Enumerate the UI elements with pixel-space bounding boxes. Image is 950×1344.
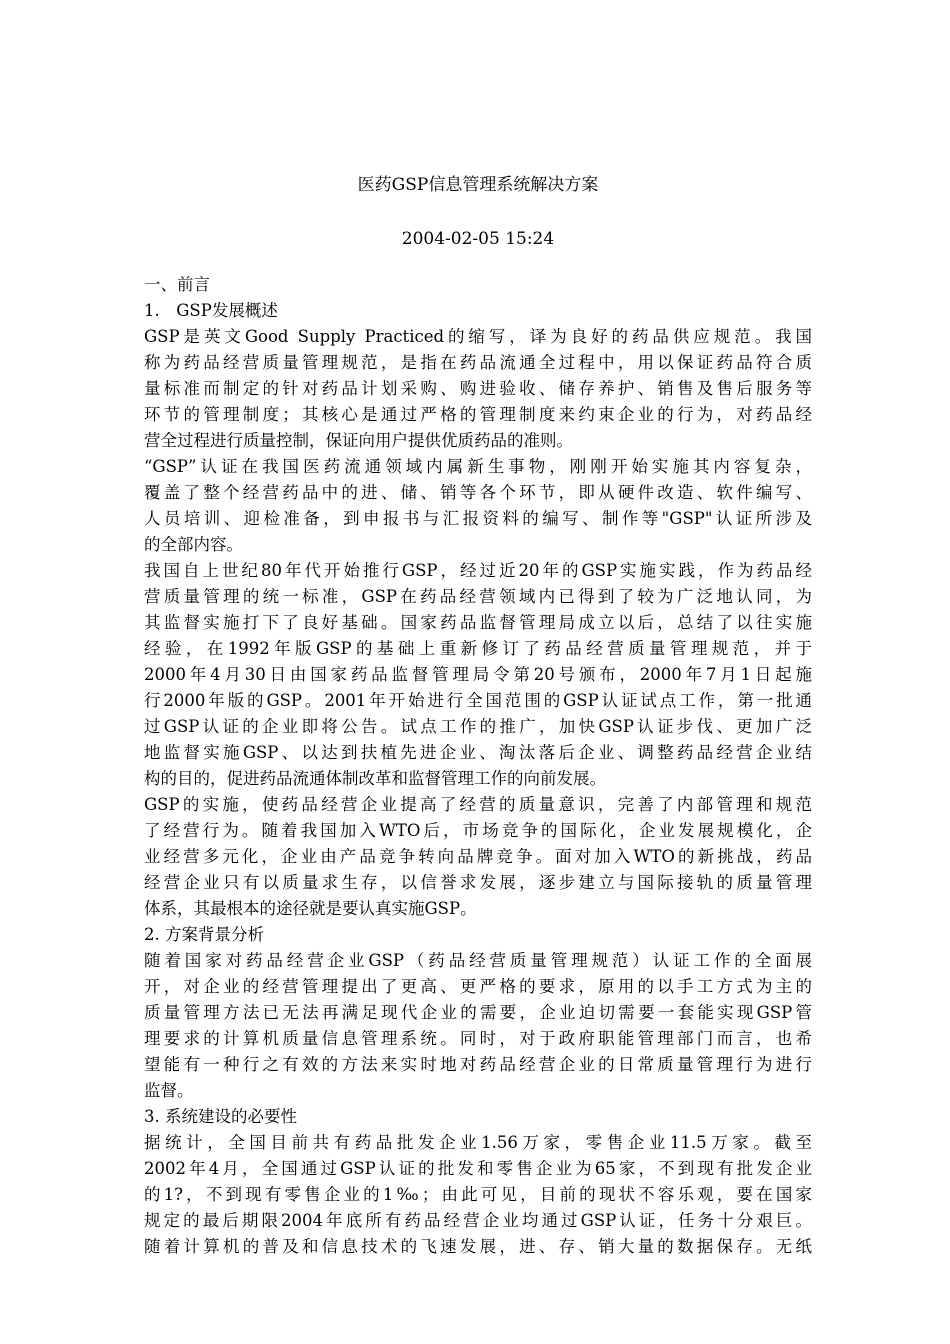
body-text-line: 开，对企业的经营管理提出了更高、更严格的要求，原用的以手工方式为主的 [144,977,812,996]
body-text-line: 质量管理方法已无法再满足现代企业的需要，企业迫切需要一套能实现GSP管 [144,1003,812,1022]
body-text-line: 的全部内容。 [144,535,243,554]
body-text-line: 据统计，全国目前共有药品批发企业1.56万家，零售企业11.5万家。截至 [144,1133,812,1152]
body-text-line: 望能有一种行之有效的方法来实时地对药品经营企业的日常质量管理行为进行 [144,1055,812,1074]
section-heading-line: 3. 系统建设的必要性 [144,1107,297,1126]
document-body [144,272,812,1260]
body-text-line: 过GSP认证的企业即将公告。试点工作的推广，加快GSP认证步伐、更加广泛 [144,717,812,736]
body-text-line: 营质量管理的统一标准，GSP在药品经营领域内已得到了较为广泛地认同，为 [144,587,812,606]
body-text-line: 理要求的计算机质量信息管理系统。同时，对于政府职能管理部门而言，也希 [144,1029,812,1048]
body-text-line: 称为药品经营质量管理规范，是指在药品流通全过程中，用以保证药品符合质 [144,353,812,372]
section-heading-line: 一、前言 [144,275,210,294]
body-text-line: 业经营多元化，企业由产品竞争转向品牌竞争。面对加入WTO的新挑战，药品 [144,847,812,866]
body-text-line: 随着计算机的普及和信息技术的飞速发展，进、存、销大量的数据保存。无纸 [144,1237,812,1256]
body-text-line: 营全过程进行质量控制，保证向用户提供优质药品的准则。 [144,431,573,450]
body-text-line: GSP是英文Good Supply Practiced的缩写，译为良好的药品供应规范。我国 [144,327,812,346]
document-date: 2004-02-05 15:24 [401,229,555,249]
body-text-line: 其监督实施打下了良好基础。国家药品监督管理局成立以后，总结了以往实施 [144,613,812,632]
body-text-line: 经验，在1992年版GSP的基础上重新修订了药品经营质量管理规范，并于 [144,639,812,658]
body-text-line: 规定的最后期限2004年底所有药品经营企业均通过GSP认证，任务十分艰巨。 [144,1211,812,1230]
body-text-line: 2000年4月30日由国家药品监督管理局令第20号颁布，2000年7月1日起施 [144,665,812,684]
body-text-line: 构的目的，促进药品流通体制改革和监督管理工作的向前发展。 [144,769,606,788]
body-text-line: 地监督实施GSP、以达到扶植先进企业、淘汰落后企业、调整药品经营企业结 [144,743,812,762]
body-text-line: 监督。 [144,1081,194,1100]
body-text-line: 的1?，不到现有零售企业的1‰；由此可见，目前的现状不容乐观，要在国家 [144,1185,812,1204]
body-text-line: 环节的管理制度；其核心是通过严格的管理制度来约束企业的行为，对药品经 [144,405,812,424]
body-text-line: GSP的实施，使药品经营企业提高了经营的质量意识，完善了内部管理和规范 [144,795,812,814]
body-text-line: 人员培训、迎检准备，到申报书与汇报资料的编写、制作等"GSP"认证所涉及 [144,509,812,528]
body-text-line: 经营企业只有以质量求生存，以信誉求发展，逐步建立与国际接轨的质量管理 [144,873,812,892]
body-text-line: 量标准而制定的针对药品计划采购、购进验收、储存养护、销售及售后服务等 [144,379,812,398]
document-title: 医药GSP信息管理系统解决方案 [357,175,599,195]
body-text-line: “GSP”认证在我国医药流通领域内属新生事物，刚刚开始实施其内容复杂， [144,457,812,476]
body-text-line: 体系，其最根本的途径就是要认真实施GSP。 [144,899,477,918]
body-text-line: 2002年4月，全国通过GSP认证的批发和零售企业为65家，不到现有批发企业 [144,1159,812,1178]
body-text-line: 行2000年版的GSP。2001年开始进行全国范围的GSP认证试点工作，第一批通 [144,691,812,710]
body-text-line: 我国自上世纪80年代开始推行GSP，经过近20年的GSP实施实践，作为药品经 [144,561,812,580]
body-text-line: 覆盖了整个经营药品中的进、储、销等各个环节，即从硬件改造、软件编写、 [144,483,812,502]
section-heading-line: 2. 方案背景分析 [144,925,264,944]
section-heading-line: 1. GSP发展概述 [144,301,278,320]
body-text-line: 了经营行为。随着我国加入WTO后，市场竞争的国际化，企业发展规模化，企 [144,821,812,840]
body-text-line: 随着国家对药品经营企业GSP（药品经营质量管理规范）认证工作的全面展 [144,951,812,970]
